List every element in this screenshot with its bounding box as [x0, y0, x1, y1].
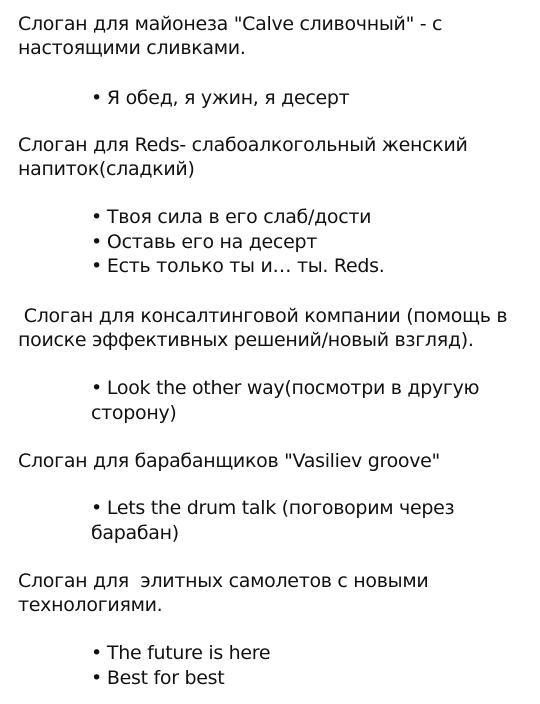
list-item: • Я обед, я ужин, я десерт [91, 86, 531, 111]
section-heading-reds: Слоган для Reds- слабоалкогольный женский напиток(сладкий) [18, 134, 468, 180]
list-item: • Look the other way(посмотри в другую сторону) [91, 376, 531, 425]
bullet-list-reds [91, 205, 531, 279]
list-item: • Best for best [91, 666, 531, 691]
list-item: • The future is here [91, 641, 531, 666]
section-heading-consulting: Слоган для консалтинговой компании (помощь в поиске эффективных решений/новый взгляд). [18, 305, 513, 351]
section-heading-jets: Слоган для элитных самолетов с новыми технологиями. [18, 570, 435, 616]
list-item: • Оставь его на десерт [91, 230, 531, 255]
section-heading-drummers: Слоган для барабанщиков "Vasiliev groove" [18, 450, 440, 472]
list-item: • Твоя сила в его слаб/дости [91, 205, 531, 230]
list-item: • Lets the drum talk (поговорим через барабан) [91, 496, 531, 545]
bullet-list-drummers [91, 496, 531, 545]
list-item: • Есть только ты и… ты. Reds. [91, 254, 531, 279]
bullet-list-consulting [91, 376, 531, 425]
section-heading-mayonnaise: Слоган для майонеза "Calve сливочный" - с настоящими сливками. [18, 13, 443, 59]
bullet-list-jets [91, 641, 531, 690]
bullet-list-mayonnaise [91, 86, 531, 111]
